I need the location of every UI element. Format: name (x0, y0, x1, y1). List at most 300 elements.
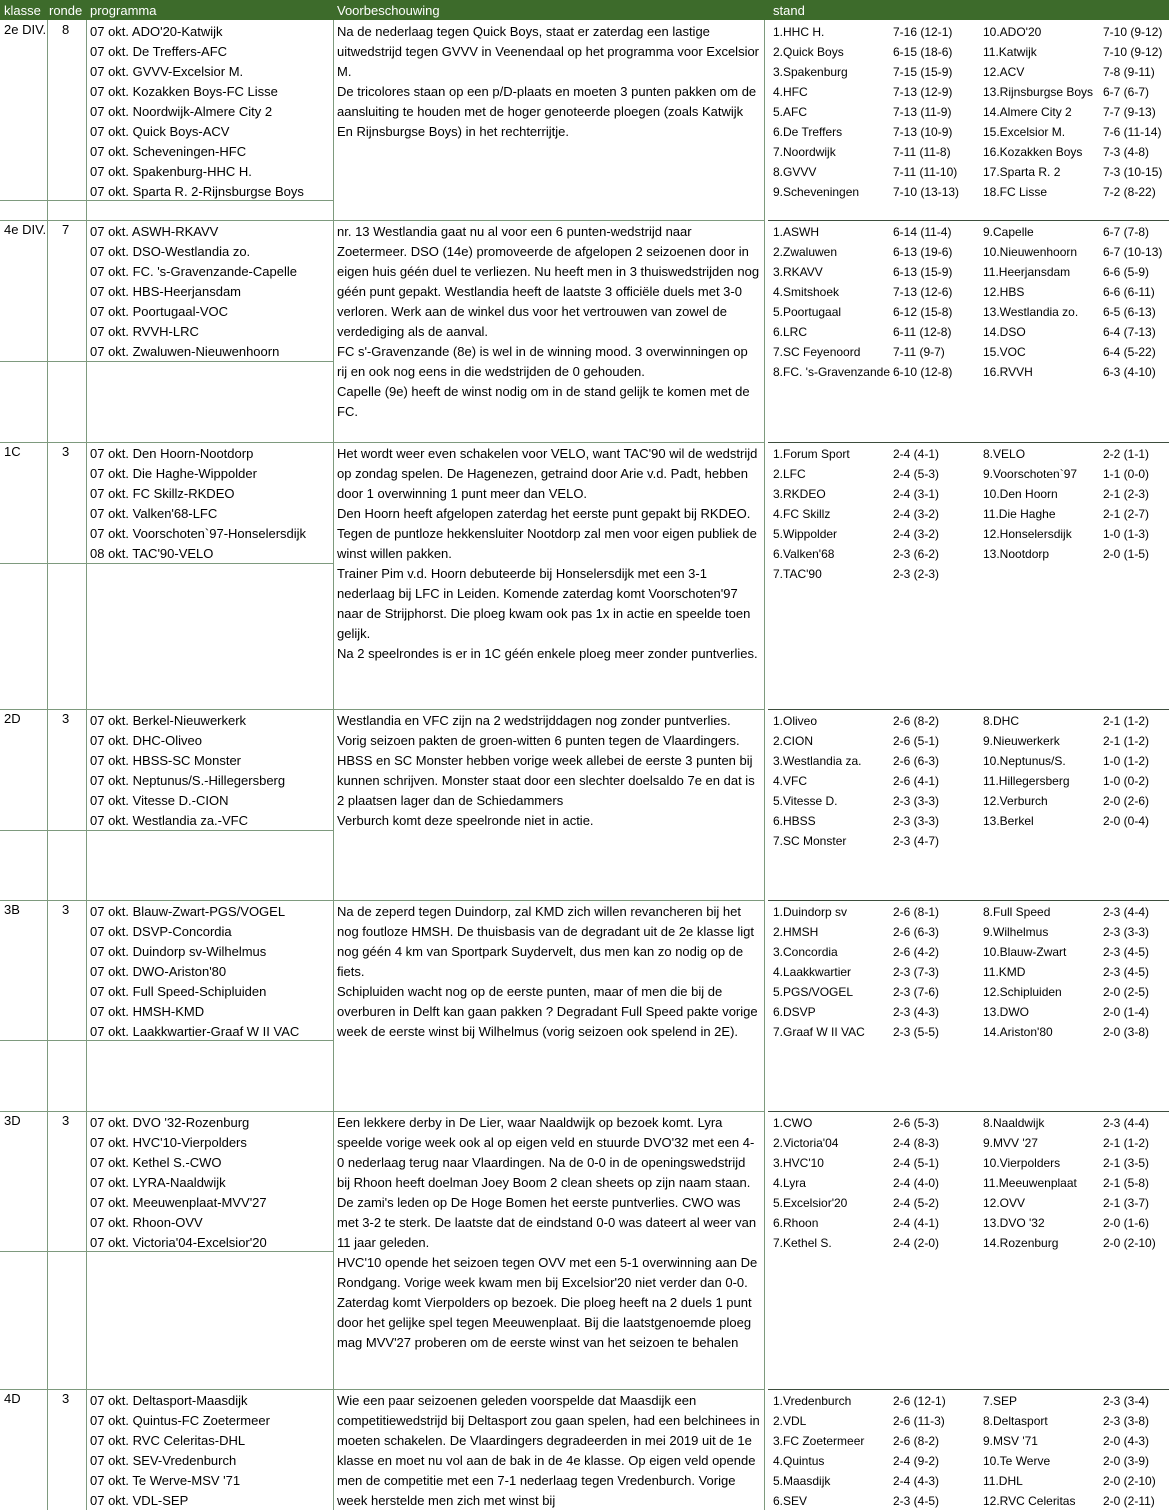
header-row (0, 0, 1169, 20)
team-name: 2.Victoria'04 (773, 1136, 839, 1150)
team-name: 2.CION (773, 734, 814, 748)
match-item: 07 okt. HMSH-KMD (90, 1004, 205, 1019)
team-name: 4.Quintus (773, 1454, 825, 1468)
stand-row (983, 302, 1169, 322)
team-score: 2-0 (2-5) (1103, 985, 1150, 999)
voorbeschouwing-text (337, 711, 760, 831)
match-item: 07 okt. Scheveningen-HFC (90, 144, 247, 159)
team-name: 14.Ariston'80 (983, 1025, 1053, 1039)
stand-row (773, 1002, 973, 1022)
team-score: 2-3 (4-4) (1103, 905, 1150, 919)
stand-row (773, 484, 973, 504)
stand-row (773, 1411, 973, 1431)
team-name: 12.Verburch (983, 794, 1048, 808)
ronde-label: 3 (62, 711, 70, 726)
section-2d (0, 709, 1169, 900)
stand-column-left (773, 444, 973, 584)
klasse-label: 3B (4, 902, 20, 917)
team-name: 3.RKAVV (773, 265, 823, 279)
klasse-label: 2D (4, 711, 21, 726)
team-name: 12.OVV (983, 1196, 1026, 1210)
team-name: 16.RVVH (983, 365, 1033, 379)
stand-row (983, 122, 1169, 142)
team-name: 6.Valken'68 (773, 547, 835, 561)
team-score: 2-6 (6-3) (893, 754, 940, 768)
match-item: 07 okt. Duindorp sv-Wilhelmus (90, 944, 267, 959)
team-score: 2-6 (8-1) (893, 905, 940, 919)
stand-row (983, 1411, 1169, 1431)
team-score: 2-3 (2-3) (893, 567, 940, 581)
team-score: 2-4 (5-1) (893, 1156, 940, 1170)
team-name: 9.Voorschoten`97 (983, 467, 1078, 481)
team-name: 9.MVV '27 (983, 1136, 1038, 1150)
match-item: 07 okt. Rhoon-OVV (90, 1215, 203, 1230)
team-name: 17.Sparta R. 2 (983, 165, 1061, 179)
team-score: 2-0 (2-6) (1103, 794, 1150, 808)
stand-row (773, 162, 973, 182)
team-name: 16.Kozakken Boys (983, 145, 1083, 159)
team-score: 6-13 (19-6) (893, 245, 953, 259)
stand-row (983, 1391, 1169, 1411)
stand-row (983, 102, 1169, 122)
stand-row (983, 731, 1169, 751)
match-item: 07 okt. ASWH-RKAVV (90, 224, 219, 239)
team-name: 3.FC Zoetermeer (773, 1434, 865, 1448)
match-item: 07 okt. Poortugaal-VOC (90, 304, 229, 319)
team-score: 7-11 (11-8) (893, 145, 951, 159)
stand-row (773, 342, 973, 362)
team-score: 2-1 (1-2) (1103, 734, 1150, 748)
match-item: 07 okt. Quintus-FC Zoetermeer (90, 1413, 270, 1428)
team-name: 12.RVC Celeritas (983, 1494, 1076, 1508)
team-name: 10.Neptunus/S. (983, 754, 1066, 768)
stand-row (773, 1022, 973, 1042)
stand-row (983, 362, 1169, 382)
team-score: 6-14 (11-4) (893, 225, 952, 239)
stand-column-left (773, 22, 973, 202)
stand-row (773, 62, 973, 82)
team-score: 2-6 (11-3) (893, 1414, 945, 1428)
stand-row (773, 1471, 973, 1491)
team-name: 13.Berkel (983, 814, 1034, 828)
team-score: 2-3 (7-6) (893, 985, 940, 999)
team-name: 4.Lyra (773, 1176, 806, 1190)
klasse-label: 3D (4, 1113, 21, 1128)
stand-row (773, 142, 973, 162)
stand-row (773, 362, 973, 382)
team-score: 2-4 (3-2) (893, 507, 940, 521)
match-item: 07 okt. HBS-Heerjansdam (90, 284, 242, 299)
team-score: 7-13 (12-6) (893, 285, 953, 299)
match-item: 07 okt. Valken'68-LFC (90, 506, 218, 521)
team-score: 2-1 (3-7) (1103, 1196, 1150, 1210)
team-name: 4.Smitshoek (773, 285, 840, 299)
team-name: 13.DWO (983, 1005, 1030, 1019)
team-score: 2-6 (4-1) (893, 774, 940, 788)
team-score: 2-4 (9-2) (893, 1454, 940, 1468)
stand-column-left (773, 222, 973, 382)
team-name: 3.HVC'10 (773, 1156, 824, 1170)
team-score: 6-12 (15-8) (893, 305, 953, 319)
ronde-label: 3 (62, 444, 70, 459)
team-name: 4.FC Skillz (773, 507, 831, 521)
team-score: 6-4 (5-22) (1103, 345, 1156, 359)
match-item: 07 okt. Westlandia za.-VFC (90, 813, 248, 828)
team-score: 7-15 (15-9) (893, 65, 953, 79)
header-stand: stand (773, 3, 805, 18)
match-item: 07 okt. Zwaluwen-Nieuwenhoorn (90, 344, 280, 359)
team-score: 7-10 (13-13) (893, 185, 960, 199)
match-item: 07 okt. Die Haghe-Wippolder (90, 466, 257, 481)
team-name: 6.HBSS (773, 814, 816, 828)
team-score: 1-0 (1-2) (1103, 754, 1150, 768)
section-3b (0, 900, 1169, 1111)
team-name: 9.Capelle (983, 225, 1034, 239)
klasse-label: 4D (4, 1391, 21, 1406)
team-name: 5.Vitesse D. (773, 794, 838, 808)
stand-row (983, 811, 1169, 831)
stand-row (773, 504, 973, 524)
stand-row (773, 791, 973, 811)
match-item: 08 okt. TAC'90-VELO (90, 546, 214, 561)
team-name: 8.VELO (983, 447, 1026, 461)
voorbeschouwing-text (337, 902, 760, 1042)
team-name: 5.AFC (773, 105, 808, 119)
team-score: 2-4 (8-3) (893, 1136, 940, 1150)
stand-row (773, 1233, 973, 1253)
team-name: 8.Deltasport (983, 1414, 1048, 1428)
team-name: 4.Laakkwartier (773, 965, 852, 979)
team-name: 3.RKDEO (773, 487, 826, 501)
header-ronde: ronde (49, 3, 83, 18)
stand-row (983, 711, 1169, 731)
stand-row (773, 544, 973, 564)
team-score: 2-1 (2-7) (1103, 507, 1150, 521)
team-name: 8.GVVV (773, 165, 817, 179)
stand-row (983, 504, 1169, 524)
team-score: 6-11 (12-8) (893, 325, 952, 339)
match-item: 07 okt. Vitesse D.-CION (90, 793, 229, 808)
team-name: 5.Poortugaal (773, 305, 842, 319)
programma-list (90, 711, 285, 831)
stand-row (983, 1193, 1169, 1213)
stand-row (773, 811, 973, 831)
stand-row (773, 922, 973, 942)
team-score: 2-3 (3-4) (1103, 1394, 1150, 1408)
team-score: 2-0 (4-3) (1103, 1434, 1150, 1448)
team-name: 11.Die Haghe (983, 507, 1056, 521)
team-score: 2-4 (5-3) (893, 467, 940, 481)
team-name: 5.Excelsior'20 (773, 1196, 848, 1210)
ronde-label: 3 (62, 1391, 70, 1406)
stand-column-right (983, 22, 1169, 202)
stand-row (773, 42, 973, 62)
match-item: 07 okt. Te Werve-MSV '71 (90, 1473, 241, 1488)
voorbeschouwing-paragraph: Capelle (9e) heeft de winst nodig om in de stand gelijk te komen met de FC. (337, 384, 750, 419)
team-score: 2-4 (4-1) (893, 447, 940, 461)
team-score: 7-16 (12-1) (893, 25, 953, 39)
team-score: 2-1 (1-2) (1103, 714, 1150, 728)
match-item: 07 okt. DWO-Ariston'80 (90, 964, 227, 979)
team-name: 10.Vierpolders (983, 1156, 1061, 1170)
team-name: 3.Westlandia za. (773, 754, 862, 768)
stand-row (773, 182, 973, 202)
team-name: 11.Heerjansdam (983, 265, 1071, 279)
team-name: 15.VOC (983, 345, 1026, 359)
team-name: 7.Noordwijk (773, 145, 836, 159)
stand-row (773, 1491, 973, 1511)
stand-row (773, 524, 973, 544)
match-item: 07 okt. Deltasport-Maasdijk (90, 1393, 248, 1408)
stand-row (983, 902, 1169, 922)
team-name: 7.SC Feyenoord (773, 345, 861, 359)
team-score: 1-1 (0-0) (1103, 467, 1150, 481)
stand-row (983, 1022, 1169, 1042)
team-score: 2-6 (5-3) (893, 1116, 940, 1130)
stand-row (983, 1133, 1169, 1153)
stand-row (983, 771, 1169, 791)
team-name: 12.ACV (983, 65, 1025, 79)
team-name: 18.FC Lisse (983, 185, 1048, 199)
stand-row (983, 1431, 1169, 1451)
team-name: 10.Blauw-Zwart (983, 945, 1067, 959)
team-score: 6-5 (6-13) (1103, 305, 1156, 319)
stand-row (773, 102, 973, 122)
team-name: 9.MSV '71 (983, 1434, 1038, 1448)
match-item: 07 okt. HBSS-SC Monster (90, 753, 241, 768)
team-score: 7-8 (9-11) (1103, 65, 1155, 79)
stand-row (773, 771, 973, 791)
team-score: 2-3 (3-3) (893, 794, 940, 808)
stand-row (983, 922, 1169, 942)
match-item: 07 okt. DSVP-Concordia (90, 924, 232, 939)
team-score: 7-10 (9-12) (1103, 25, 1163, 39)
team-score: 2-0 (3-9) (1103, 1454, 1150, 1468)
team-score: 2-4 (4-0) (893, 1176, 940, 1190)
team-name: 11.KMD (983, 965, 1026, 979)
team-score: 6-3 (4-10) (1103, 365, 1156, 379)
section-1c (0, 442, 1169, 709)
stand-row (773, 282, 973, 302)
match-item: 07 okt. RVC Celeritas-DHL (90, 1433, 246, 1448)
stand-row (983, 751, 1169, 771)
stand-column-right (983, 222, 1169, 382)
programma-list (90, 444, 306, 564)
stand-row (983, 942, 1169, 962)
match-item: 07 okt. Kethel S.-CWO (90, 1155, 222, 1170)
stand-column-left (773, 711, 973, 851)
stand-row (983, 142, 1169, 162)
match-item: 07 okt. Laakkwartier-Graaf W II VAC (90, 1024, 300, 1039)
stand-row (983, 1213, 1169, 1233)
match-item: 07 okt. DHC-Oliveo (90, 733, 202, 748)
stand-row (773, 1113, 973, 1133)
match-item: 07 okt. Noordwijk-Almere City 2 (90, 104, 273, 119)
team-score: 7-11 (9-7) (893, 345, 945, 359)
team-name: 12.Schipluiden (983, 985, 1062, 999)
team-score: 2-1 (5-8) (1103, 1176, 1150, 1190)
team-name: 7.Kethel S. (773, 1236, 832, 1250)
team-score: 7-7 (9-13) (1103, 105, 1156, 119)
stand-row (773, 1193, 973, 1213)
voorbeschouwing-paragraph: nr. 13 Westlandia gaat nu al voor een 6 punten-wedstrijd naar Zoetermeer. DSO (14e) promoveerde de afgelopen 2 seizoenen door in eigen huis géén duel te verliezen. Nu heeft men in 3 thuiswedstrijden nog géén punt gepakt. Westlandia heeft de laatste 3 officiële duels met 3-0 verloren. Werk aan de winkel dus voor het vertrouwen van zowel de verdediging als de aanval. (337, 224, 760, 339)
voorbeschouwing-paragraph: Na de zeperd tegen Duindorp, zal KMD zich willen revancheren bij het nog foutloze HMSH. De thuisbasis van de degradant uit de 2e klasse ligt nog géén 4 km van Sportpark Suydervelt, dus men kan zo nodig op de fiets. (337, 904, 754, 979)
stand-row (983, 1451, 1169, 1471)
section-4e-div- (0, 220, 1169, 442)
team-score: 2-4 (4-3) (893, 1474, 940, 1488)
stand-row (773, 122, 973, 142)
stand-row (983, 262, 1169, 282)
team-score: 2-3 (3-8) (1103, 1414, 1150, 1428)
voorbeschouwing-paragraph: De tricolores staan op een p/D-plaats en moeten 3 punten pakken om de aansluiting te houden met de hoger genoteerde ploegen (zoals Katwijk En Rijnsburgse Boys) in het rechterrijtje. (337, 84, 757, 139)
match-item: 07 okt. Berkel-Nieuwerkerk (90, 713, 247, 728)
team-name: 2.Zwaluwen (773, 245, 838, 259)
team-name: 1.Oliveo (773, 714, 818, 728)
stand-row (983, 1233, 1169, 1253)
stand-row (773, 242, 973, 262)
programma-list (90, 1113, 267, 1253)
match-item: 07 okt. RVVH-LRC (90, 324, 199, 339)
stand-row (983, 962, 1169, 982)
team-name: 11.Katwijk (983, 45, 1037, 59)
team-name: 9.Wilhelmus (983, 925, 1049, 939)
team-score: 2-3 (4-5) (1103, 965, 1150, 979)
stand-row (983, 162, 1169, 182)
team-score: 7-3 (10-15) (1103, 165, 1163, 179)
match-item: 07 okt. Spakenburg-HHC H. (90, 164, 252, 179)
match-item: 07 okt. FC Skillz-RKDEO (90, 486, 235, 501)
team-name: 2.HMSH (773, 925, 819, 939)
stand-row (983, 791, 1169, 811)
voorbeschouwing-paragraph: Na 2 speelrondes is er in 1C géén enkele ploeg meer zonder puntverlies. (337, 646, 758, 661)
team-score: 2-3 (7-3) (893, 965, 940, 979)
team-score: 2-6 (8-2) (893, 1434, 940, 1448)
voorbeschouwing-paragraph: FC s'-Gravenzande (8e) is wel in de winning mood. 3 overwinningen op rij en ook nog eens in die wedstrijden de 0 gehouden. (337, 344, 748, 379)
voorbeschouwing-paragraph: Trainer Pim v.d. Hoorn debuteerde bij Honselersdijk met een 3-1 nederlaag bij LFC in Leiden. Komende zaterdag komt Voorschoten'97 naar de Strijphorst. Die ploeg kwam ook pas 1x in actie en speelde toen gelijk. (337, 566, 751, 641)
stand-row (773, 751, 973, 771)
ronde-label: 7 (62, 222, 70, 237)
stand-row (773, 444, 973, 464)
team-name: 13.Rijnsburgse Boys (983, 85, 1094, 99)
team-name: 3.Concordia (773, 945, 838, 959)
stand-row (773, 1431, 973, 1451)
team-score: 2-3 (4-3) (893, 1005, 940, 1019)
team-name: 7.SC Monster (773, 834, 847, 848)
team-score: 6-4 (7-13) (1103, 325, 1156, 339)
section-4d (0, 1389, 1169, 1510)
team-score: 7-6 (11-14) (1103, 125, 1162, 139)
voorbeschouwing-paragraph: Schipluiden wacht nog op de eerste punten, maar of men die bij de overburen in Delft kan gaan pakken ? Degradant Full Speed pakte vorige week de eerste winst bij Wilhelmus (vorig seizoen ook spelend in 2E). (337, 984, 758, 1039)
programma-list (90, 902, 299, 1042)
voorbeschouwing-paragraph: Na de nederlaag tegen Quick Boys, staat er zaterdag een lastige uitwedstrijd tegen GVVV in Veenendaal op het programma voor Excelsior M. (337, 24, 760, 79)
match-item: 07 okt. Voorschoten`97-Honselersdijk (90, 526, 307, 541)
stand-row (773, 82, 973, 102)
team-name: 12.Honselersdijk (983, 527, 1072, 541)
ronde-label: 3 (62, 902, 70, 917)
match-item: 07 okt. GVVV-Excelsior M. (90, 64, 244, 79)
team-name: 1.Forum Sport (773, 447, 850, 461)
stand-row (983, 242, 1169, 262)
stand-row (773, 1213, 973, 1233)
team-score: 2-3 (4-5) (1103, 945, 1150, 959)
stand-row (983, 524, 1169, 544)
stand-row (773, 962, 973, 982)
team-score: 2-2 (1-1) (1103, 447, 1150, 461)
team-name: 2.VDL (773, 1414, 807, 1428)
klasse-label: 2e DIV. (4, 22, 47, 37)
programma-list (90, 22, 304, 202)
team-score: 2-0 (2-10) (1103, 1236, 1156, 1250)
ronde-label: 8 (62, 22, 70, 37)
stand-row (773, 831, 973, 851)
team-name: 14.Rozenburg (983, 1236, 1059, 1250)
team-score: 6-7 (6-7) (1103, 85, 1150, 99)
team-name: 5.Wippolder (773, 527, 838, 541)
stand-row (773, 982, 973, 1002)
team-name: 10.Te Werve (983, 1454, 1051, 1468)
team-name: 1.Vredenburch (773, 1394, 852, 1408)
team-score: 2-6 (4-2) (893, 945, 940, 959)
match-item: 07 okt. Victoria'04-Excelsior'20 (90, 1235, 267, 1250)
team-score: 1-0 (1-3) (1103, 527, 1150, 541)
team-name: 10.ADO'20 (983, 25, 1042, 39)
team-score: 6-10 (12-8) (893, 365, 953, 379)
header-voorbeschouwing: Voorbeschouwing (337, 3, 440, 18)
stand-row (983, 182, 1169, 202)
team-name: 7.TAC'90 (773, 567, 822, 581)
stand-row (983, 1173, 1169, 1193)
team-name: 8.FC. 's-Gravenzande (773, 365, 891, 379)
section-3d (0, 1111, 1169, 1389)
stand-row (983, 544, 1169, 564)
team-score: 1-0 (0-2) (1103, 774, 1150, 788)
stand-row (773, 942, 973, 962)
voorbeschouwing-paragraph: Den Hoorn heeft afgelopen zaterdag het eerste punt gepakt bij RKDEO. Tegen de puntloze hekkensluiter Nootdorp zal men voor eigen publiek de winst willen pakken. (337, 506, 757, 561)
stand-row (983, 1002, 1169, 1022)
stand-row (983, 282, 1169, 302)
team-name: 7.Graaf W II VAC (773, 1025, 865, 1039)
team-name: 14.Almere City 2 (983, 105, 1072, 119)
stand-row (983, 22, 1169, 42)
team-name: 8.Full Speed (983, 905, 1051, 919)
team-score: 2-4 (5-2) (893, 1196, 940, 1210)
klasse-label: 1C (4, 444, 21, 459)
team-name: 6.SEV (773, 1494, 808, 1508)
team-name: 5.Maasdijk (773, 1474, 831, 1488)
header-programma: programma (90, 3, 157, 18)
team-name: 5.PGS/VOGEL (773, 985, 854, 999)
match-item: 07 okt. DVO '32-Rozenburg (90, 1115, 250, 1130)
stand-row (983, 42, 1169, 62)
voorbeschouwing-text (337, 1113, 760, 1353)
voorbeschouwing-paragraph: Verburch komt deze speelronde niet in actie. (337, 813, 594, 828)
match-item: 07 okt. HVC'10-Vierpolders (90, 1135, 247, 1150)
stand-row (773, 322, 973, 342)
team-score: 2-0 (0-4) (1103, 814, 1150, 828)
team-score: 6-7 (7-8) (1103, 225, 1150, 239)
team-score: 6-6 (6-11) (1103, 285, 1155, 299)
team-name: 6.DSVP (773, 1005, 816, 1019)
stand-row (773, 564, 973, 584)
team-name: 8.DHC (983, 714, 1020, 728)
team-score: 2-6 (5-1) (893, 734, 940, 748)
team-score: 2-3 (6-2) (893, 547, 940, 561)
team-name: 11.DHL (983, 1474, 1023, 1488)
team-score: 2-6 (8-2) (893, 714, 940, 728)
team-score: 2-4 (3-2) (893, 527, 940, 541)
stand-row (983, 444, 1169, 464)
stand-row (983, 464, 1169, 484)
